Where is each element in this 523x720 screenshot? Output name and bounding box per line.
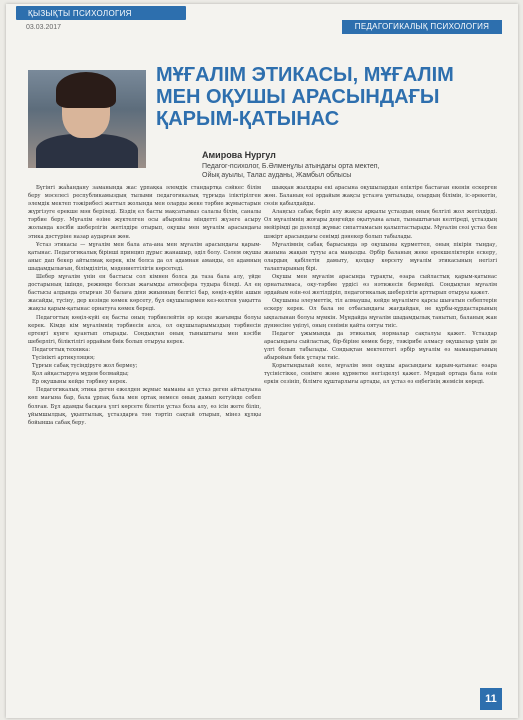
list-item: Тұрғын сабақ түсіндіруге жол бермеу; [32, 363, 138, 370]
author-name: Амирова Нургул [202, 150, 276, 160]
article-title [156, 64, 496, 130]
title-line-3: ҚАРЫМ-ҚАТЫНАС [156, 108, 340, 130]
author-info-line-1: Педагог-психолог, Б.Әлменұлы атындағы орта мектеп, [202, 163, 380, 170]
paragraph: Алаңсыз сабақ беріп алу жақсы арқылы ұстаздың оның белгілі жол жетілдірді. Ол мұғалімнің жоғары деңгейде оқытуына алып, тыныштығын келтіреді, ұстаздың мейірімді де дәлелді жұмыс сипаттамасын қалыптастырады. Мұғалім сөзі ұстаз бен шәкірт арасындағы сенімді дәнекер болып табылады. [264, 209, 497, 240]
photo-body-shape [36, 134, 138, 168]
text-column-left [28, 184, 261, 696]
paragraph: Бүгінгі жаһандану заманында жас ұрпақка әлемдік стандартқа сәйкес білім беру мәселесі республикамыздың тылыми педагогикалық тұрғыда іліктірілген әлемдік мектеп тәжірибесі жаттыл жолында мен оларды жеке тәрбие жұмыстарын жүргізуге ерекше мән беріледі. Біздің ел басты мақсатымыз салалы білім, саналы тәрбие беру. Мұғалім өзіне жүктелген осы абыройлы міндетті жүзеге асыру жолында кәсіби шеберлігін жетілдіре отырып, оқушы мен мұғалім арасындағы этика дәстүріне назар аударған жөн. [28, 185, 261, 240]
list-item: Қол айқастыруға мүдем болмайды; [32, 371, 129, 378]
issue-date: 03.03.2017 [26, 24, 62, 31]
paragraph: Қорытындылай келе, мұғалім мен оқушы арасындағы қарым-қатынас өзара түсіністікке, сенімге және құрметке негізделуі қажет. Мұндай ортада бала өзін еркін сезініп, білімге құштарлығы артады, ал ұстаз өз еңбегінің жемісін көреді. [264, 363, 497, 386]
photo-hair-shape [56, 72, 116, 108]
list-item: Ер оқушыны кейде тәрбиеу керек. [32, 379, 128, 386]
author-info-line-2: Ойық ауылы, Талас ауданы, Жамбыл облысы [202, 172, 352, 179]
title-line-1: МҰҒАЛІМ ЭТИКАСЫ, МҰҒАЛІМ [156, 64, 454, 86]
magazine-page [6, 4, 518, 718]
page-number: 11 [480, 688, 502, 710]
paragraph: Шебер мұғалім үнін ен бастысы сол кімнен болса да таза бала алу, үйде достарының ішінде, режимде болсын жағымды атмосфера тудыра біледі. Ал ең бастысы алдында отырған 30 балаға діни жиынның белгісі бар, көңіл-күйін ашын жасайды, түсіну, дер кезінде көмек көрсету, бұл оқушылармен кез-келген уақытта жақсы қарым-қатынас орнатуға көмек береді. [28, 274, 261, 313]
journal-name: ҚЫЗЫҚТЫ ПСИХОЛОГИЯ [28, 9, 132, 18]
paragraph: Педагогикалық этика деген ежелден жұмыс маманы ал ұстаз деген айтылуына көп мағына бар, бала ұрпақ бала мен ортақ немесе оның дамып кетуінде себеп болған. Бұл адамды басқаға үлгі көрсете білетін ұстаз бола алу, өз ісін жете біліп, ұйымшылдық, ұқыптылық, ұстаздарға тән тәртіп сақтай отырып, мінез құлқы бойынша сабақ беру. [28, 387, 261, 426]
author-info [202, 162, 502, 180]
paragraph: Оқушы мен мұғалім арасында тұрақты, өзара сыйластық қарым-қатынас орнатылмаса, оқу-тәрбие үрдісі өз нәтижесін бермейді. Сондықтан мұғалім әрдайым өзін-өзі жетілдіріп, педагогикалық шеберлігін арттырып отыруы қажет. [264, 274, 497, 297]
paragraph: Педагогтың көңіл-күйі ең басты оның тәрбиелейтін әр кезде жағымды болуы керек. Кімде кім мұғалімнің тәрбиесін алса, ол оқушыларымыздың тәрбиесін ертеңгі күнге қуантып отырады. Сондықтан оның тыныштығы мен кәсіби шеберлігі, біліктілігі әрдайым биік болып отыруы керек. [28, 314, 261, 345]
list-heading: Педагогтық техника: [32, 346, 91, 353]
text-column-right [264, 184, 497, 696]
title-line-2: МЕН ОҚУШЫ АРАСЫНДАҒЫ [156, 86, 440, 108]
author-photo [28, 70, 146, 168]
paragraph: Ұстаз этикасы — мұғалім мен бала ата-ана мен мұғалім арасындағы қарым-қатынас. Педагогикалық бірінші принцип дұрыс жанашыр, әділ болу. Сәлем оқушы аныс дап бекер айтылмақ керек, кім болса да ол адамнан аманды, ол адамның шыдамдылығын, білімділігін, мәдениеттілігін көрсетеді. [28, 241, 261, 272]
list-item: Түсінікті артикуляция; [32, 354, 95, 361]
paragraph: шыққан жылдары екі арасына оқушылардан еліктіре бастаған екенін ескерген жөн. Баланың өзі әрдайым жақсы ұстазға ұмтылады, олардың білімін, іс-әрекетін, сөзін қабылдайды. [264, 185, 497, 208]
rubric-label: ПЕДАГОГИКАЛЫҚ ПСИХОЛОГИЯ [342, 20, 502, 34]
paragraph: Оқушыны әлеуметтік, тіл алмаушы, кейде мұғалімге қарсы шығатын себептерін ескеру керек. Ол бала не отбасындағы жағдайдан, не құрбы-құрдастарының ықпалынан болуы мүмкін. Мұндайда мұғалім шыдамдылық танытып, баланың жан дүниесіне үңілуі, оның сенімін қайта оятуы тиіс. [264, 298, 497, 329]
paragraph: Мұғалімнің сабақ барысында әр оқушыны құрметтеп, оның пікірін тыңдау, жанына жақын тұтуы аса маңызды. Әрбір баланың жеке ерекшеліктерін ескеру, олардың қабілетін дамыту, қолдау көрсету мұғалім этикасының негізгі талаптарының бірі. [264, 241, 497, 272]
paragraph: Педагог ұжымында да этикалық нормалар сақталуы қажет. Ұстаздар арасындағы сыйластық, бір-біріне көмек беру, тәжірибе алмасу оқушылар үшін де үлгі болып табылады. Сондықтан мектептегі әрбір мұғалім өз мамандығының абыройын биік ұстауы тиіс. [264, 330, 497, 361]
